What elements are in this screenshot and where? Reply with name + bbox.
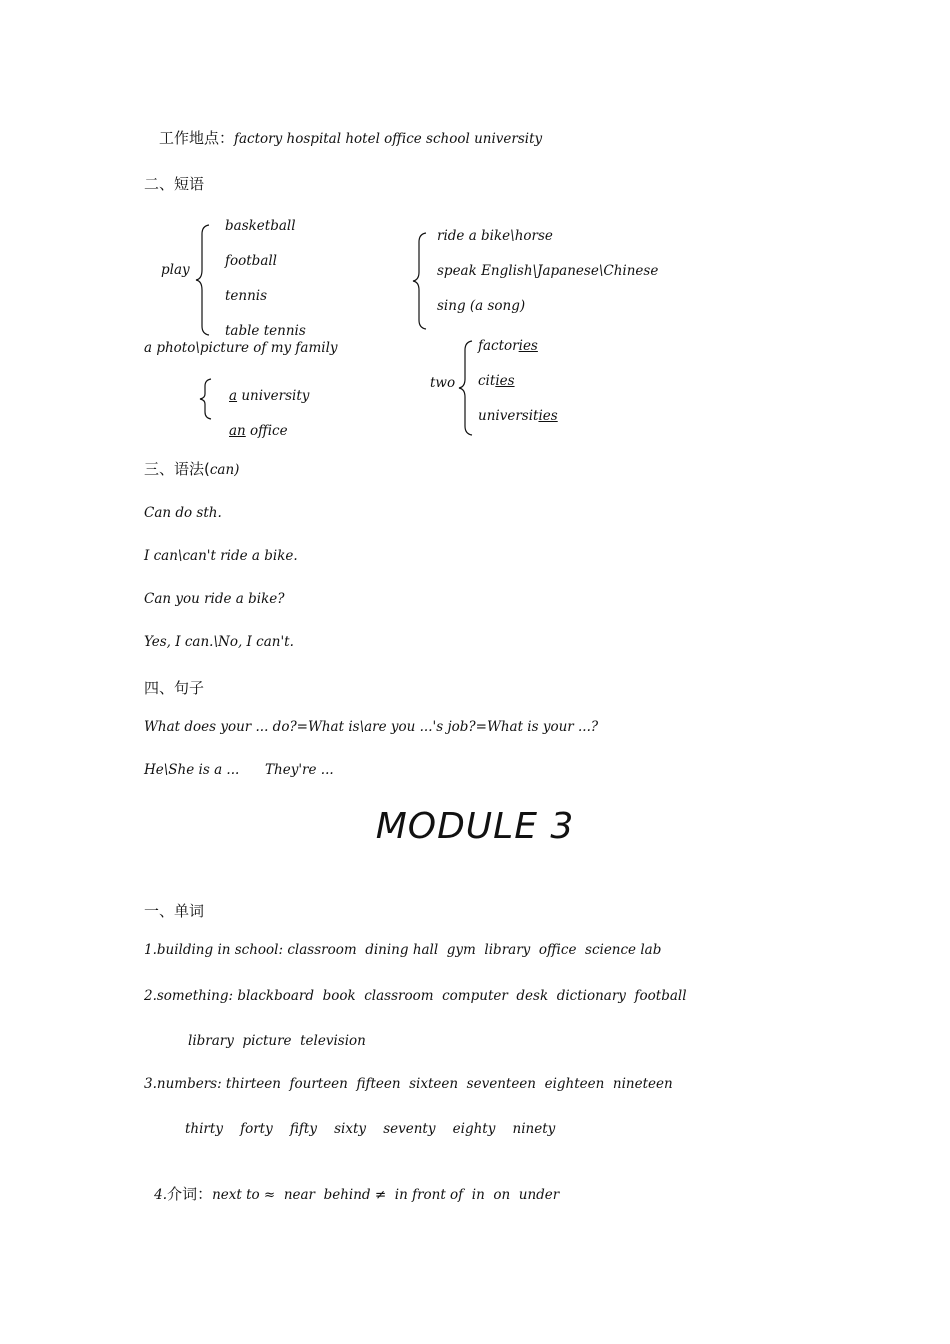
section-heading-grammar xyxy=(144,458,239,479)
section-heading-words: 一、单词 xyxy=(144,902,205,920)
grammar-line: Can do sth. xyxy=(144,505,222,521)
play-brace xyxy=(195,224,211,336)
play-item: basketball xyxy=(225,218,296,234)
workplaces-label: 工作地点： xyxy=(159,129,235,147)
grammar-heading-en: can) xyxy=(209,462,240,478)
prepositions-line xyxy=(144,1164,559,1204)
photo-line: a photo\picture of my family xyxy=(144,340,338,356)
plurals-label: two xyxy=(430,375,456,391)
words-line: 2.something: blackboard book classroom computer desk dictionary football xyxy=(144,988,687,1004)
play-item: table tennis xyxy=(225,323,306,339)
article-word: an xyxy=(229,423,246,439)
workplaces-words: factory hospital hotel office school university xyxy=(234,131,543,147)
plural-suffix: ies xyxy=(538,408,558,424)
workplaces-line xyxy=(159,127,542,148)
module-title: MODULE 3 xyxy=(375,806,575,847)
words-line: 3.numbers: thirteen fourteen fifteen sixteen seventeen eighteen nineteen xyxy=(144,1076,673,1092)
article-word: a xyxy=(229,388,238,404)
grammar-heading-cn: 三、语法( xyxy=(144,460,210,478)
words-line: library picture television xyxy=(188,1033,366,1049)
article-noun: university xyxy=(237,388,310,404)
article-line xyxy=(229,388,309,404)
play-item: football xyxy=(225,253,278,269)
section-heading-sentences: 四、句子 xyxy=(144,679,205,697)
plural-item xyxy=(478,373,515,389)
grammar-line: Can you ride a bike? xyxy=(144,591,285,607)
activity-item: ride a bike\horse xyxy=(437,228,553,244)
article-noun: office xyxy=(245,423,288,439)
section-heading-phrases: 二、短语 xyxy=(144,175,205,193)
prep-number: 4. xyxy=(154,1187,168,1203)
plural-item xyxy=(478,408,558,424)
article-line xyxy=(229,423,288,439)
words-line: thirty forty fifty sixty seventy eighty ninety xyxy=(185,1121,556,1137)
articles-brace xyxy=(199,378,213,420)
grammar-line: Yes, I can.\No, I can't. xyxy=(144,634,294,650)
activity-item: speak English\Japanese\Chinese xyxy=(437,263,659,279)
plural-item xyxy=(478,338,538,354)
sentence-line: What does your ... do?=What is\are you ...'s job?=What is your ...? xyxy=(144,719,599,735)
words-line: 1.building in school: classroom dining hall gym library office science lab xyxy=(144,942,662,958)
play-item: tennis xyxy=(225,288,268,304)
prep-words: next to ≈ near behind ≠ in front of in on under xyxy=(212,1187,560,1203)
activity-item: sing (a song) xyxy=(437,298,526,314)
plural-stem: universit xyxy=(478,408,539,424)
plural-suffix: ies xyxy=(518,338,538,354)
sentence-line: He\She is a ... They're ... xyxy=(144,762,334,778)
plural-stem: cit xyxy=(478,373,496,389)
plural-suffix: ies xyxy=(495,373,515,389)
grammar-line: I can\can't ride a bike. xyxy=(144,548,298,564)
plurals-brace xyxy=(458,340,474,436)
plural-stem: factor xyxy=(478,338,519,354)
play-verb: play xyxy=(161,262,190,278)
prep-label: 介词： xyxy=(167,1185,213,1203)
activities-brace xyxy=(412,232,428,330)
